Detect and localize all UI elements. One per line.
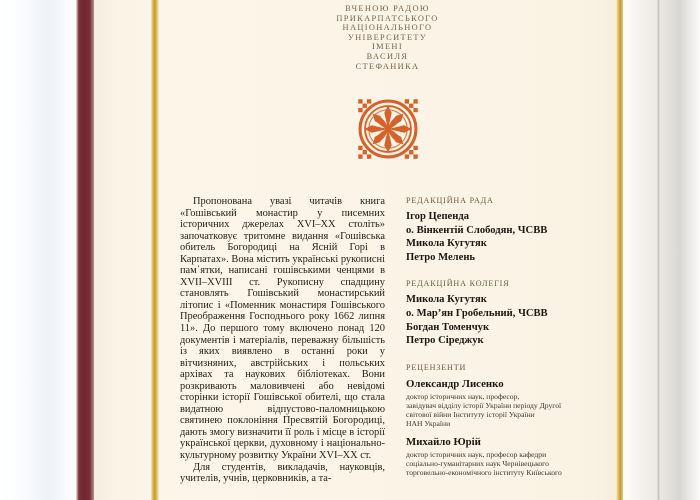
- editorial-collegium-section: [406, 279, 616, 347]
- editorial-collegium-member: Микола Кугутяк: [406, 294, 487, 306]
- imprint-line-4: ІМЕНІ: [372, 42, 403, 52]
- imprint-line-6: СТЕФАНИКА: [355, 61, 420, 71]
- imprint-line-1: ПРИКАРПАТСЬКОГО: [336, 13, 439, 23]
- page-edge-right: [623, 0, 700, 500]
- editorial-board-member: Петро Мелень: [406, 251, 476, 263]
- reviewer-credential-line: завідувач відділу історії України періоду Другої: [406, 400, 562, 410]
- editorial-collegium-member: о. Мар’ян Гробельний, ЧСВВ: [406, 307, 548, 319]
- editorial-board-title: РЕДАКЦІЙНА РАДА: [406, 196, 494, 205]
- annotation-column: [159, 196, 390, 500]
- reviewer-credential-line: світової війни Інституту історії України: [406, 409, 535, 419]
- imprint-block: [159, 0, 616, 71]
- annotation-paragraph: Пропонована увазі читачів книга «Гошівський монастир у писемних історичних джерелах XVI–XX століть» започатковує тритомне видання «Гошівська обитель Богородиці на Ясній Горі в Карпатах». Вона містить українські рукописні пам᾽ятки, написані гошівськими ченцями в XVII–XVIII ст. Рукописну спадщину становлять Гошівський монастирський літопис і «Поменник монастиря Гошівського Преображення Господнього року 1662 липня 11». До першого тому включено понад 120 документів і матеріалів, переважну більшість із яких виявлено в останні роки у вітчизняних, австрійських і польських архівах та наукових бібліотеках. Вони розкривають маловивчені або невідомі сторінки історії Гошівської обителі, що стала видатною відпустово-паломницькою святинею поклоніння Пресвятій Богородиці, дають змогу визначити її роль і місце в історії української церкви, духовному і національно-культурному розвитку України XVI–XX ст.: [180, 196, 385, 462]
- imprint-line-3: УНІВЕРСИТЕТУ: [347, 32, 428, 42]
- editorial-board-member: Ігор Цепенда: [406, 211, 470, 222]
- ornament-container: [159, 97, 616, 161]
- reviewer-credential-line: НАН України: [406, 419, 451, 429]
- gold-rule-left: [151, 0, 159, 500]
- page-gutter-left: [0, 0, 78, 500]
- reviewer-credentials: [406, 392, 616, 428]
- credits-column: [390, 196, 616, 500]
- section-spacer: [406, 264, 616, 279]
- editorial-board-section: [406, 196, 616, 264]
- imprint-line-0: ВЧЕНОЮ РАДОЮ: [345, 4, 430, 13]
- reviewers-section: [406, 363, 616, 478]
- reviewer-credential-line: торговельно-економічного інституту Київського: [406, 468, 562, 478]
- reviewer-credentials: [406, 450, 616, 477]
- two-column-body: [159, 196, 616, 500]
- annotation-paragraph: Для студентів, викладачів, науковців, учителів, учнів, церковників, а та-: [180, 461, 385, 485]
- section-spacer: [406, 348, 616, 363]
- reviewer-credential-line: доктор історичних наук, професор,: [406, 391, 520, 401]
- reviewer-name: Михайло Юрій: [406, 436, 481, 449]
- reviewer-credential-line: соціально-гуманітарних наук Чернівецького: [406, 459, 549, 469]
- reviewer-name: Олександр Лисенко: [406, 377, 504, 390]
- editorial-board-member: Микола Кугутяк: [406, 238, 487, 250]
- rosette-ornament-icon: [357, 98, 419, 160]
- editorial-board-member: о. Вінкентій Слободян, ЧСВВ: [406, 224, 548, 236]
- imprint-line-2: НАЦІОНАЛЬНОГО: [342, 23, 433, 33]
- editorial-collegium-member: Богдан Томенчук: [406, 321, 490, 333]
- editorial-collegium-title: РЕДАКЦІЙНА КОЛЕГІЯ: [406, 279, 510, 289]
- binding-strip: [76, 0, 96, 500]
- reviewers-title: РЕЦЕНЗЕНТИ: [406, 362, 467, 372]
- imprint-line-5: ВАСИЛЯ: [366, 51, 409, 61]
- editorial-collegium-member: Петро Сіреджук: [406, 335, 484, 347]
- reviewer-credential-line: доктор історичних наук, професор кафедри: [406, 450, 547, 460]
- page-content: [159, 0, 616, 500]
